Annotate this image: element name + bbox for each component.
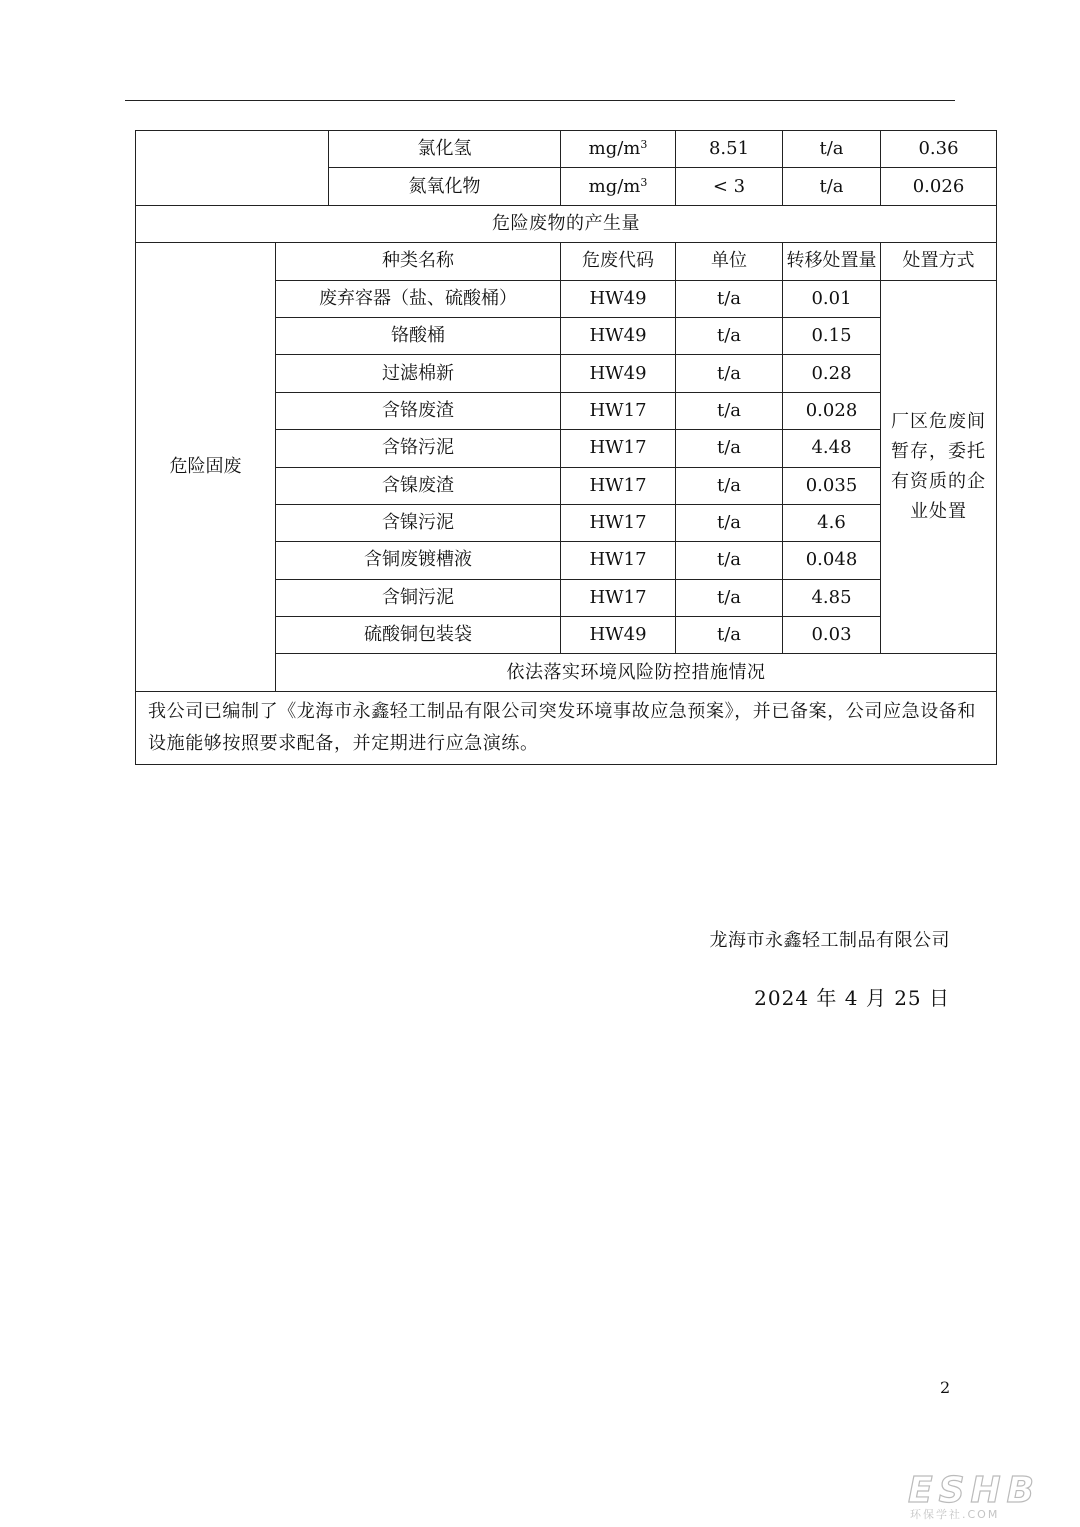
waste-code: HW49 — [561, 280, 676, 317]
header-rule — [125, 100, 955, 101]
waste-name: 含铬污泥 — [276, 430, 561, 467]
waste-unit: t/a — [676, 317, 783, 354]
emissions-waste-table — [135, 130, 997, 765]
pollutant-name: 氯化氢 — [329, 131, 561, 168]
amount-unit: t/a — [783, 131, 881, 168]
header-amount: 转移处置量 — [783, 243, 881, 280]
waste-amount: 0.15 — [783, 317, 881, 354]
waste-code: HW49 — [561, 617, 676, 654]
amount-value: 0.36 — [881, 131, 997, 168]
disposal-method: 厂区危废间暂存，委托有资质的企业处置 — [881, 280, 997, 654]
section-title-row — [136, 205, 997, 242]
waste-amount: 4.6 — [783, 504, 881, 541]
table-row — [136, 131, 997, 168]
hazardous-section-title: 危险废物的产生量 — [136, 205, 997, 242]
table-header-row — [136, 243, 997, 280]
waste-unit: t/a — [676, 280, 783, 317]
waste-code: HW49 — [561, 355, 676, 392]
waste-name: 含铜废镀槽液 — [276, 542, 561, 579]
risk-paragraph: 我公司已编制了《龙海市永鑫轻工制品有限公司突发环境事故应急预案》，并已备案，公司应急设备和设施能够按照要求配备，并定期进行应急演练。 — [136, 691, 997, 764]
concentration-unit: $mg/m^3$ — [561, 168, 676, 205]
concentration-unit: $mg/m^3$ — [561, 131, 676, 168]
concentration-value: 8.51 — [676, 131, 783, 168]
waste-name: 含镍污泥 — [276, 504, 561, 541]
amount-value: 0.026 — [881, 168, 997, 205]
waste-name: 含镍废渣 — [276, 467, 561, 504]
waste-name: 含铜污泥 — [276, 579, 561, 616]
waste-code: HW17 — [561, 579, 676, 616]
waste-unit: t/a — [676, 392, 783, 429]
waste-name: 废弃容器（盐、硫酸桶） — [276, 280, 561, 317]
waste-unit: t/a — [676, 617, 783, 654]
header-unit: 单位 — [676, 243, 783, 280]
header-method: 处置方式 — [881, 243, 997, 280]
waste-name: 过滤棉新 — [276, 355, 561, 392]
waste-amount: 4.85 — [783, 579, 881, 616]
concentration-value: < 3 — [676, 168, 783, 205]
waste-unit: t/a — [676, 467, 783, 504]
risk-section-title: 依法落实环境风险防控措施情况 — [276, 654, 997, 691]
watermark-text: ESHB — [908, 1470, 1041, 1511]
page-number: 2 — [940, 1378, 951, 1397]
waste-code: HW17 — [561, 542, 676, 579]
waste-amount: 0.28 — [783, 355, 881, 392]
pollutant-name: 氮氧化物 — [329, 168, 561, 205]
waste-amount: 4.48 — [783, 430, 881, 467]
waste-name: 含铬废渣 — [276, 392, 561, 429]
blank-cell — [136, 131, 329, 206]
waste-code: HW17 — [561, 430, 676, 467]
header-name: 种类名称 — [276, 243, 561, 280]
waste-category: 危险固废 — [136, 243, 276, 692]
waste-unit: t/a — [676, 504, 783, 541]
waste-code: HW17 — [561, 467, 676, 504]
waste-code: HW17 — [561, 392, 676, 429]
signature-date: 2024 年 4 月 25 日 — [754, 986, 950, 1010]
waste-amount: 0.048 — [783, 542, 881, 579]
watermark-logo — [900, 1470, 1070, 1522]
waste-unit: t/a — [676, 542, 783, 579]
waste-code: HW49 — [561, 317, 676, 354]
waste-amount: 0.035 — [783, 467, 881, 504]
watermark-caption: 环保学社.COM — [910, 1508, 1000, 1521]
waste-name: 硫酸铜包装袋 — [276, 617, 561, 654]
waste-amount: 0.03 — [783, 617, 881, 654]
table-row — [136, 691, 997, 764]
waste-amount: 0.028 — [783, 392, 881, 429]
waste-name: 铬酸桶 — [276, 317, 561, 354]
waste-unit: t/a — [676, 430, 783, 467]
waste-unit: t/a — [676, 355, 783, 392]
waste-amount: 0.01 — [783, 280, 881, 317]
waste-code: HW17 — [561, 504, 676, 541]
amount-unit: t/a — [783, 168, 881, 205]
company-signature: 龙海市永鑫轻工制品有限公司 — [709, 930, 950, 951]
header-code: 危废代码 — [561, 243, 676, 280]
waste-unit: t/a — [676, 579, 783, 616]
